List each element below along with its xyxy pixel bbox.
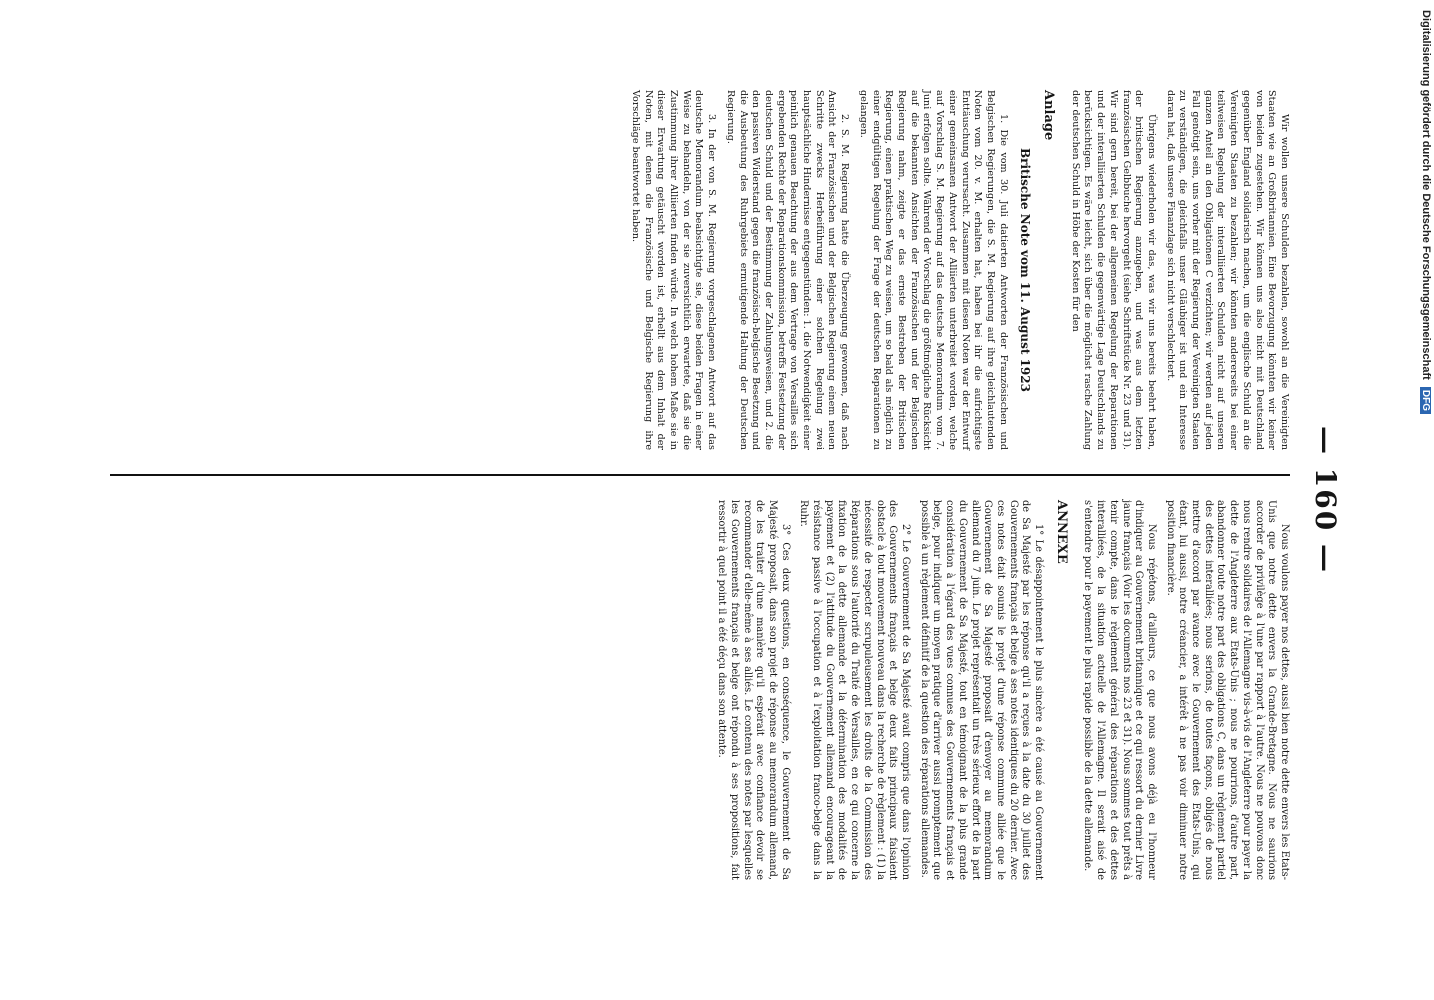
german-paragraph-1: Wir wollen unsere Schulden bezahlen, sowohl an die Vereinigten Staaten wie an Großbritannien. Eine Bevorzugung könnten wir keiner von beiden zugestehen. Wir können uns also nicht mit Deutschland gegenüber England solidarisch machen, um die englische Schuld an die Vereinigten Staaten zu bezahlen; wir könnten andererseits bei einer teilweisen Regelung der interalliierten Schulden nicht auf unseren ganzen Anteil an den Obligationen C verzichten; wir werden auf jeden Fall genötigt sein, uns vorher mit der Regierung der Vereinigten Staaten zu verständigen, die gleichfalls unser Gläubiger ist und ein Interesse daran hat, daß unsere Finanzlage sich nicht verschlechtert. xyxy=(1164,90,1290,450)
french-annex-heading: ANNEXE xyxy=(1053,500,1069,564)
german-annex-paragraph-3: 3. In der von S. M. Regierung vorgeschlagenen Antwort auf das deutsche Memorandum beabsichtigte sie, diese beiden Fragen in einer Weise zu behandeln, von der sie zuversichtlich erwartete, daß sie die Zustimmung ihrer Alliierten finden würde. In welch hohem Maße sie in dieser Erwartung getäuscht worden ist, erhellt aus dem Inhalt der Noten, mit denen die Französische und Belgische Regierung ihre Vorschläge beantwortet haben. xyxy=(629,90,718,450)
french-column xyxy=(714,500,1290,880)
german-annex-heading: Anlage xyxy=(1041,90,1057,141)
dfg-badge: DFG xyxy=(1420,387,1431,414)
digitization-note: Digitalisierung gefördert durch die Deutsche Forschungsgemeinschaft xyxy=(1420,10,1432,380)
column-divider xyxy=(110,474,1290,476)
french-annex-paragraph-3: 3° Ces deux questions, en conséquence, le Gouvernement de Sa Majesté proposait, dans son projet de réponse au memorandum allemand, de les traiter d'une manière qu'il espérait avec confiance devoir se recommander d'elle-même à ses alliés. Le contenu des notes par lesquelles les Gouvernements français et belge ont répondu à ses propositions, fait ressortir à quel point il a été déçu dans son attente. xyxy=(716,500,791,880)
rotated-sheet xyxy=(100,90,1350,910)
digitization-credit xyxy=(1418,10,1432,1000)
german-annex-paragraph-1: 1. Die vom 30. Juli datierten Antworten der Französischen und Belgischen Regierungen, die S. M. Regierung auf ihre gleichlautenden Noten vom 20. v. M. erhalten hat, haben bei ihr die aufrichtigste Enttäuschung verursacht. Zusammen mit diesen Noten war der Entwurf einer gemeinsamen Antwort der Alliierten unterbreitet worden, welche auf Vorschlag S. M. Regierung auf das deutsche Memorandum vom 7. Juni erfolgen sollte. Während der Vorschlag die größtmögliche Rücksicht auf die bekannten Ansichten der Französischen und der Belgischen Regierung nahm, zeigte er das ernste Bestreben der Britischen Regierung, einen praktischen Weg zu weisen, um so bald als möglich zu einer endgültigen Regelung der Frage der deutschen Reparationen zu gelangen. xyxy=(857,90,1009,450)
german-column xyxy=(628,90,1290,450)
page-number: — 160 — xyxy=(1309,426,1342,574)
german-annex-paragraph-2: 2. S. M. Regierung hatte die Überzeugung gewonnen, daß nach Ansicht der Französischen und der Belgischen Regierung einem neuen Schritte zwecks Herbeiführung einer solchen Regelung zwei hauptsächliche Hindernisse entgegenstünden: 1. die Notwendigkeit einer peinlich genauen Beachtung der aus dem Vertrage von Versailles sich ergebenden Rechte der Reparationskommission, betreffs Festsetzung der deutschen Schuld und der Bestimmung der Zahlungsweisen, und 2. die den passiven Widerstand gegen die französisch-belgische Besetzung und die Ausbeutung des Ruhrgebiets ermutigende Haltung der Deutschen Regierung. xyxy=(724,90,851,450)
french-paragraph-2: Nous répétons, d'ailleurs, ce que nous avons déjà eu l'honneur d'indiquer au Gouvernement britannique et ce qui ressort du dernier Livre jaune français (Voir les documents nos 23 et 31). Nous sommes tout prêts à tenir compte, dans le règlement général des réparations et des dettes interalliées, de la situation actuelle de l'Allemagne. Il serait aisé de s'entendre pour le payement le plus rapide possible de la dette allemande. xyxy=(1082,500,1157,880)
french-annex-paragraph-2: 2° Le Gouvernement de Sa Majesté avait compris que dans l'opinion des Gouvernements français et belge deux faits principaux faisaient obstacle à tout mouvement nouveau dans la recherche de règlement : (1) la nécessité de respecter scrupuleusement les droits de la Commission des Réparations sous l'autorité du Traité de Versailles, en ce qui concerne la fixation de la dette allemande et la détermination des modalités de payement et (2) l'attitude du Gouvernement allemand encourageant la résistance passive à l'occupation et à l'exploitation franco-belge dans la Ruhr. xyxy=(798,500,912,880)
german-paragraph-2: Übrigens wiederholen wir das, was wir uns bereits beehrt haben, der britischen Regierung anzugeben, und was aus dem letzten französischen Gelbbuche hervorgeht (siehe Schriftstücke Nr. 23 und 31). Wir sind gern bereit, bei der allgemeinen Regelung der Reparationen und der interalliierten Schulden die gegenwärtige Lage Deutschlands zu berücksichtigen. Es wäre leicht, sich über die möglichst rasche Zahlung der deutschen Schuld in Höhe der Kosten für den xyxy=(1069,90,1157,450)
french-annex-paragraph-1: 1° Le désappointement le plus sincère a été causé au Gouvernement de Sa Majesté par les réponse qu'il a reçues à la date du 30 juillet des Gouvernements français et belge à ses notes identiques du 20 dernier. Avec ces notes était soumis le projet d'une réponse commune alliée que le Gouvernement de Sa Majesté proposait d'envoyer au memorandum allemand du 7 juin. Le projet représentait un très sérieux effort de la part du Gouvernement de Sa Majesté, tout en témoignant de la plus grande considération à l'égard des vues connues des Gouvernements français et belge, pour indiquer un moyen pratique d'arriver aussi promptement que possible à un règlement définitif de la question des réparations allemandes. xyxy=(918,500,1045,880)
german-note-title: Britische Note vom 11. August 1923 xyxy=(1018,148,1033,392)
french-paragraph-1: Nous voulons payer nos dettes, aussi bien notre dette envers les Etats-Unis que notre dette envers la Grande-Bretagne. Nous ne saurions accorder de privilège à l'une par rapport à l'autre. Nous ne pouvons donc nous rendre solidaires de l'Allemagne vis-à-vis de l'Angleterre pour payer la dette de l'Angleterre aux Etats-Unis ; nous ne pourrions, d'autre part, abandonner toute notre part des obligations C, dans un règlement partiel des dettes interalliées; nous serions, de toutes façons, obligés de nous mettre d'accord par avance avec le Gouvernement des Etats-Unis, qui étant, lui aussi, notre créancier, a intérêt à ne pas voir diminuer notre position financière. xyxy=(1164,500,1290,880)
